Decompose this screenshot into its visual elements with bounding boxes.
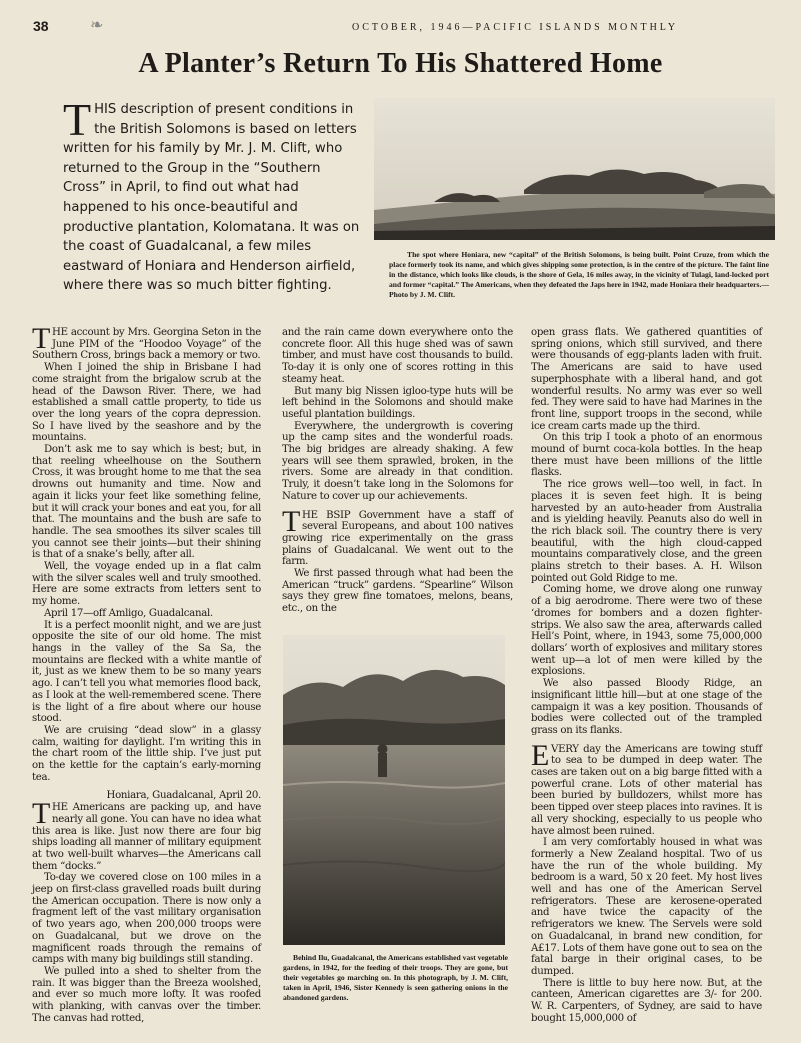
intro-text: HIS description of present conditions in the British Solomons is based on letters written for his family by Mr. J. M. Clift, who returned to the Group in the “Southern Cross” in April, to find out what had happened to his once-beautiful and productive plantation, Kolomatana. It was on the coast of Guadalcanal, a few miles eastward of Honiara and Henderson airfield, where there was so much bitter fighting. — [63, 102, 360, 294]
paragraph: To-day we covered close on 100 miles in a jeep on first-class gravelled roads built during the American occupation. There is now only a fragment left of the vast military organisation of two years ago, when 200,000 troops were on Guadalcanal, but we drove on the magnificent roads through the remains of camps with many big buildings still standing. — [32, 872, 261, 966]
paragraph: THE BSIP Government have a staff of several Europeans, and about 100 natives growing rice experimentally on the grass plains of Guadalcanal. We went out to the farm. — [282, 504, 513, 568]
paragraph: We also passed Bloody Ridge, an insignificant little hill—but at one stage of the campaign it was a key position. Thousands of bodies were collected out of the trampled grass on its flanks. — [531, 678, 762, 736]
paragraph: But many big Nissen igloo-type huts will be left behind in the Solomons and should make useful plantation buildings. — [282, 385, 513, 420]
paragraph: I am very comfortably housed in what was formerly a New Zealand hospital. Two of us have the run of the whole building. My bedroom is a ward, 50 x 20 feet. My host lives well and has one of the American Servel refrigerators. These are kerosene-operated and have twice the capacity of the refrigerators we knew. The Servels were sold on Guadalcanal, in brand new condition, for A£17. Lots of them have gone out to sea on the fatal barge in their original cases, to be dumped. — [531, 837, 762, 977]
gardens-photo — [283, 635, 505, 945]
paragraph: It is a perfect moonlit night, and we are just opposite the site of our old home. The mist hangs in the valley of the Sa Sa, the mountains are flecked with a white mantle of it, just as we knew them to be so many years ago. I can’t tell you what memories flood back, as I look at the well-remembered scene. There is the light of a fire about where our house stood. — [32, 619, 261, 725]
column-1 — [32, 322, 261, 1024]
paragraph: There is little to buy here now. But, at the canteen, American cigarettes are 3/- for 200. W. R. Carpenters, of Sydney, are said to have bought 15,000,000 of — [531, 977, 762, 1024]
drop-cap: T — [32, 797, 51, 831]
drop-cap: T — [32, 322, 51, 355]
paragraph: THE Americans are packing up, and have nearly all gone. You can have no idea what this area is like. Just now there are four big ships loading all manner of military equipment at two well-built wharves—the Americans call them “docks.” — [32, 797, 261, 872]
article-title: A Planter’s Return To His Shattered Home — [138, 48, 663, 79]
paragraph: open grass flats. We gathered quantities of spring onions, which still survived, and there were thousands of egg-plants laden with fruit. The Americans are said to have used superphosphate with a liberal hand, and got wonderful results. No army was ever so well fed. They were said to have had Marines in the front line, support troops in the second, while ice cream carts made up the third. — [531, 327, 762, 432]
gardens-photo-image — [283, 635, 505, 945]
article-intro — [63, 94, 363, 296]
gardens-photo-caption: Behind Ilu, Guadalcanal, the Americans established vast vegetable gardens, in 1942, for the feeding of their troops. They are gone, but their vegetables go marching on. In this photograph, by J. M. Clift, taken in April, 1946, Sister Kennedy is seen gathering onions in the abandoned gardens. — [283, 953, 508, 1002]
paragraph: EVERY day the Americans are towing stuff to sea to be dumped in deep water. The cases are taken out on a big barge fitted with a powerful crane. Lots of other material has been buried by bulldozers, whilst more has been tipped over steep places into ravines. It is all very shocking, especially to us people who have almost been ruined. — [531, 738, 762, 837]
paragraph: On this trip I took a photo of an enormous mound of burnt coca-kola bottles. In the heap there must have been millions of the little flasks. — [531, 432, 762, 479]
paragraph: We first passed through what had been the American “truck” gardens. “Spearline” Wilson says they grew fine tomatoes, melons, beans, etc., on the — [282, 568, 513, 615]
paragraph: and the rain came down everywhere onto the concrete floor. All this huge shed was of sawn timber, and must have cost thousands to build. To-day it is only one of scores rotting in this steamy heat. — [282, 327, 513, 385]
paragraph: Well, the voyage ended up in a flat calm with the silver scales well and truly smoothed. Here are some extracts from letters sent to my home. — [32, 561, 261, 608]
page-number: 38 — [33, 18, 49, 34]
paragraph: THE account by Mrs. Georgina Seton in the June PIM of the “Hoodoo Voyage” of the Southern Cross, brings back a memory or two. — [32, 322, 261, 362]
ornament-icon: ❧ — [90, 15, 104, 34]
paragraph: Everywhere, the undergrowth is covering up the camp sites and the wonderful roads. The big bridges are already shaking. A few years will see them sprawled, broken, in the rivers. Some are already in that condition. Truly, it doesn’t take long in the Solomons for Nature to cover up our achievements. — [282, 420, 513, 502]
paragraph: April 17—off Amligo, Guadalcanal. — [44, 607, 213, 619]
drop-cap: T — [282, 504, 301, 538]
honiara-photo-image — [374, 98, 775, 240]
honiara-photo — [374, 98, 775, 240]
paragraph: When I joined the ship in Brisbane I had come straight from the brigalow scrub at the head of the Dawson River. There, we had established a small cattle property, to tide us over the long years of the copra depression. So I have lived by the seashore and by the mountains. — [32, 362, 261, 444]
running-head: OCTOBER, 1946—PACIFIC ISLANDS MONTHLY — [352, 22, 679, 33]
honiara-photo-caption: The spot where Honiara, new “capital” of the British Solomons, is being built. Point Cruze, from which the place formerly took its name, and which gives shipping some protection, is in the centre of the picture. The faint line in the distance, which looks like clouds, is the shore of Gela, 16 miles away, in the vicinity of Tulagi, land-locked port and former “capital.” The Americans, when they defeated the Japs here in 1942, made Honiara their headquarters.—Photo by J. M. Clift. — [389, 250, 769, 299]
paragraph: We are cruising “dead slow” in a glassy calm, waiting for daylight. I’m writing this in the chart room of the little ship. I’ve just put on the kettle for the captain’s early-morning tea. — [32, 724, 261, 783]
paragraph: Coming home, we drove along one runway of a big aerodrome. There were two of these ‘dromes for bombers and a dozen fighter-strips. We also saw the area, afterwards called Hell’s Point, where, in 1943, some 75,000,000 dollars’ worth of explosives and military stores went up—a lot of men were killed by the explosions. — [531, 584, 762, 678]
drop-cap: E — [531, 738, 550, 772]
paragraph: Don’t ask me to say which is best; but, in that reeling wheelhouse on the Southern Cross, it was brought home to me that the sea drowns out humanity and time. Now and again it licks your feet like something feline, but it will crack your bones and eat you, for all that. The mountains and the bush are safe to handle. The sea smoothes its silver scales till you cannot see their joints—but their shining is that of a snake’s belly, after all. — [32, 444, 261, 561]
paragraph: We pulled into a shed to shelter from the rain. It was bigger than the Breeza woolshed, and ever so much more lofty. It was roofed with planking, with canvas over the timber. The canvas had rotted, — [32, 965, 261, 1024]
intro-drop-cap: T — [63, 94, 92, 145]
column-2 — [282, 327, 513, 615]
paragraph: The rice grows well—too well, in fact. In places it is seven feet high. It is being harvested by an auto-header from Australia and is yielding heavily. Peanuts also do well in the rich black soil. The country there is very beautiful, with the high cloud-capped mountains comparatively close, and the green plains stretch to their bases. A. H. Wilson pointed out Gold Ridge to me. — [531, 479, 762, 584]
column-3 — [531, 327, 762, 1024]
dateline: Honiara, Guadalcanal, April 20. — [106, 790, 261, 802]
